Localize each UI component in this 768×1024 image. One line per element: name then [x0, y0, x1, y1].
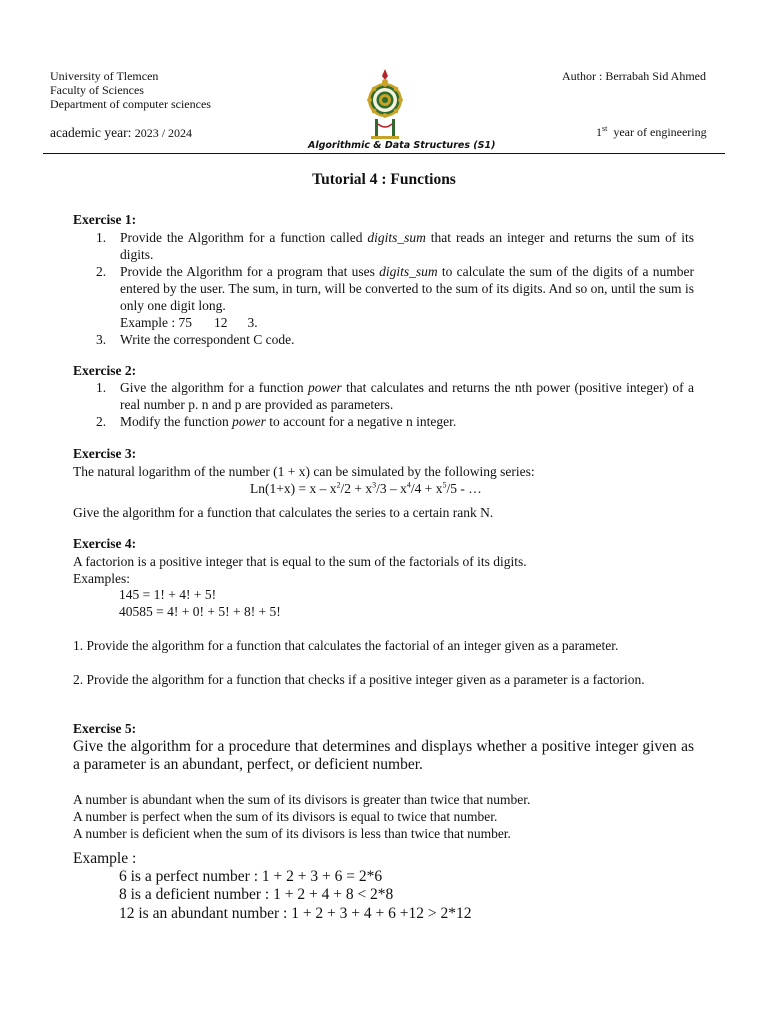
example-end: 3. — [247, 315, 258, 330]
exercise-5-example-3: 12 is an abundant number : 1 + 2 + 3 + 4 + 6 +12 > 2*12 — [119, 905, 472, 922]
item-text: Provide the Algorithm for a function called — [120, 230, 368, 245]
faculty-name: Faculty of Sciences — [50, 83, 144, 97]
exercise-5-title: Exercise 5: — [73, 721, 137, 736]
exercise-1-list — [96, 229, 694, 348]
formula-part: /2 + x — [340, 481, 373, 496]
exercise-2-item-2 — [96, 413, 694, 430]
exercise-5-definition-deficient: A number is deficient when the sum of its divisors is less than twice that number. — [73, 826, 511, 841]
item-italic: digits_sum — [367, 230, 426, 245]
exercise-2-list — [96, 379, 694, 430]
exercise-3-title: Exercise 3: — [73, 446, 137, 461]
item-text: that calculates and returns the nth power (positive integer) of a real number p. n and p are provided as parameters. — [120, 380, 694, 412]
page-title: Tutorial 4 : Functions — [312, 171, 456, 188]
exercise-2-title: Exercise 2: — [73, 363, 137, 378]
item-italic: power — [308, 380, 342, 395]
item-text: Modify the function — [120, 414, 233, 429]
university-logo — [363, 66, 407, 148]
university-logo-icon — [363, 66, 407, 148]
author-name: Author : Berrabah Sid Ahmed — [562, 69, 706, 83]
formula-exponent: 5 — [442, 480, 447, 490]
exercise-1-item-1 — [96, 229, 694, 263]
exercise-3-task: Give the algorithm for a function that calculates the series to a certain rank N. — [73, 505, 494, 520]
exercise-5-example-2: 8 is a deficient number : 1 + 2 + 4 + 8 < 2*8 — [119, 886, 394, 903]
formula-part: Ln(1+x) = x – x — [250, 481, 337, 496]
academic-year-label: academic year: — [50, 125, 132, 140]
exercise-4-definition: A factorion is a positive integer that is equal to the sum of the factorials of its digits. — [73, 554, 527, 569]
item-text: Give the algorithm for a function — [120, 380, 309, 395]
formula-part: /3 – x — [376, 481, 407, 496]
study-year-text: year of engineering — [613, 125, 707, 139]
item-number: 1. — [96, 230, 107, 245]
exercise-5-example-1: 6 is a perfect number : 1 + 2 + 3 + 6 = 2*6 — [119, 868, 383, 885]
exercise-5-example-label: Example : — [73, 850, 137, 867]
exercise-5-task: Give the algorithm for a procedure that determines and displays whether a positive integer given as a parameter is an abundant, perfect, or deficient number. — [73, 738, 694, 773]
study-year — [596, 125, 707, 139]
exercise-3-intro: The natural logarithm of the number (1 + x) can be simulated by the following series: — [73, 464, 535, 479]
study-year-suffix: st — [602, 124, 608, 133]
example-start: Example : 75 — [120, 315, 192, 330]
item-number: 3. — [96, 332, 107, 347]
university-name: University of Tlemcen — [50, 69, 159, 83]
formula-part: /5 - … — [446, 481, 482, 496]
item-text: to account for a negative n integer. — [265, 414, 457, 429]
exercise-1-title: Exercise 1: — [73, 212, 137, 227]
academic-year — [50, 125, 192, 141]
department-name: Department of computer sciences — [50, 97, 211, 111]
formula-exponent: 3 — [372, 480, 377, 490]
item-italic: power — [232, 414, 266, 429]
formula-exponent: 4 — [406, 480, 411, 490]
study-year-number: 1 — [596, 125, 602, 139]
exercise-2-item-1 — [96, 379, 694, 413]
item-number: 2. — [96, 264, 107, 279]
exercise-5-definition-abundant: A number is abundant when the sum of its divisors is greater than twice that number. — [73, 792, 531, 807]
exercise-3-formula — [250, 480, 482, 497]
academic-year-value: 2023 / 2024 — [134, 126, 193, 140]
exercise-4-question-2: 2. Provide the algorithm for a function that checks if a positive integer given as a parameter is a factorion. — [73, 672, 645, 687]
exercise-1-item-3 — [96, 331, 694, 348]
exercise-4-examples-label: Examples: — [73, 571, 130, 586]
exercise-4-example-1: 145 = 1! + 4! + 5! — [119, 587, 217, 602]
item-text: that reads an integer and returns the sum of its digits. — [120, 230, 694, 262]
item-number: 2. — [96, 414, 107, 429]
example-mid: 12 — [213, 315, 228, 330]
exercise-4-title: Exercise 4: — [73, 536, 137, 551]
formula-part: /4 + x — [410, 481, 443, 496]
item-italic: digits_sum — [379, 264, 438, 279]
item-number: 1. — [96, 380, 107, 395]
exercise-5-definition-perfect: A number is perfect when the sum of its divisors is equal to twice that number. — [73, 809, 498, 824]
exercise-4-example-2: 40585 = 4! + 0! + 5! + 8! + 5! — [119, 604, 281, 619]
item-text: Provide the Algorithm for a program that uses — [120, 264, 380, 279]
exercise-1-item-2 — [96, 263, 694, 331]
exercise-4-question-1: 1. Provide the algorithm for a function that calculates the factorial of an integer given as a parameter. — [73, 638, 619, 653]
item-text: to calculate the sum of the digits of a number entered by the user. The sum, in turn, will be converted to the sum of its digits. And so on, until the sum is only one digit long. — [120, 264, 694, 313]
header-divider — [43, 153, 725, 154]
course-name: Algorithmic & Data Structures (S1) — [308, 140, 496, 151]
formula-exponent: 2 — [336, 480, 341, 490]
item-text: Write the correspondent C code. — [120, 332, 295, 347]
